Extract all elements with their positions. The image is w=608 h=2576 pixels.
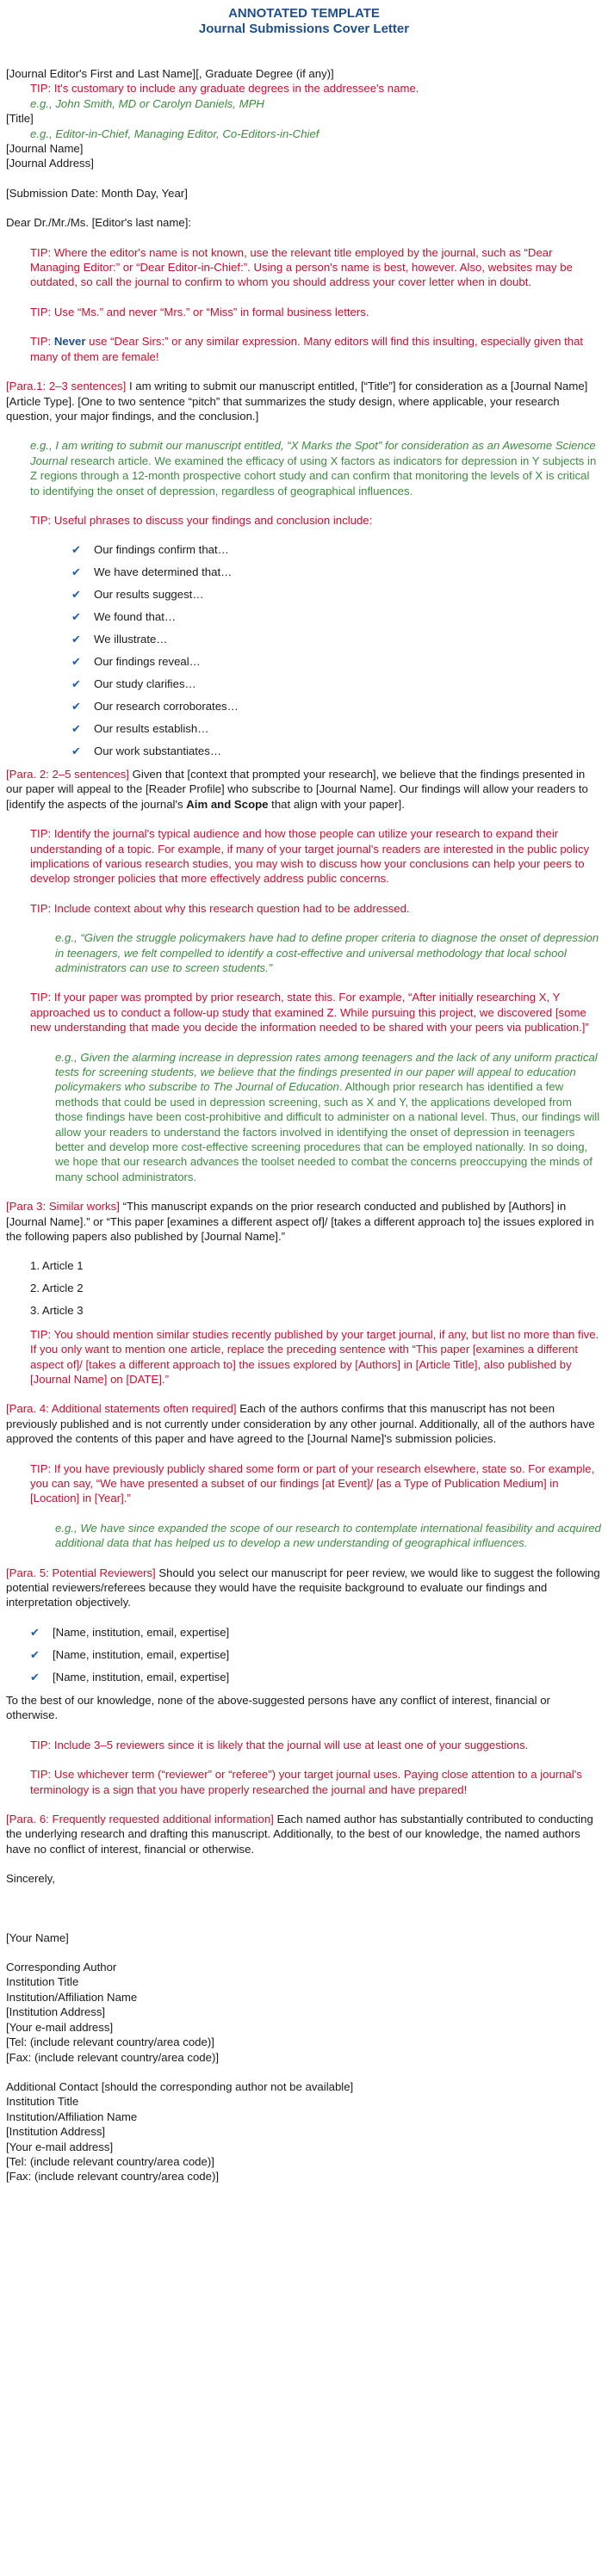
tip-prior-research: TIP: If your paper was prompted by prior research, state this. For example, “After initially researching X, Y approached us to conduct a follow-up study that examined Z. While pursuing this project, we discovered [some new understanding that made you decide the information needed to be shared with your peers via publication.]”: [30, 991, 589, 1035]
para4: [0, 1401, 608, 1446]
para2-text-rest: that align with your paper].: [268, 797, 405, 811]
example-names-text: e.g., John Smith, MD or Carolyn Daniels, MPH: [30, 96, 264, 110]
phrase-item-10: [71, 744, 608, 758]
phrase-item-text: Our findings reveal…: [94, 654, 201, 668]
para4-label: [Para. 4: Additional statements often required]: [6, 1402, 237, 1416]
phrase-item-text: Our results suggest…: [94, 588, 204, 602]
para2-label: [Para. 2: 2–5 sentences]: [6, 767, 129, 781]
reviewer-item-text: [Name, institution, email, expertise]: [53, 1625, 230, 1639]
para2-example-2-rest: . Although prior research has identified a few methods that could be used in depression screening, such as X and Y, the applications developed from those findings have been cost-prohibitive and difficult to administer on a national level. Thus, our findings will allow your readers to understand the factors involved in identifying the onset of depression in teenagers better and develop more cost-effective screening procedures that can be employed nationally. In so doing, we hope that our research advances the toolset needed to combat the concerns preoccupying the minds of many school administrators.: [55, 1080, 600, 1183]
tip-degrees: TIP: It's customary to include any graduate degrees in the addressee's name.: [30, 82, 419, 96]
check-icon: ✔: [71, 632, 81, 646]
para4-example: [0, 1521, 608, 1551]
additional-contact-line: [Institution Address]: [6, 2125, 106, 2139]
additional-contact-line: Institution Title: [6, 2095, 79, 2109]
para1-label: [Para.1: 2–3 sentences]: [6, 380, 127, 393]
phrases-list: [0, 542, 608, 758]
title-line: [Title]: [6, 112, 34, 126]
additional-contact-line: [Tel: (include relevant country/area code)]: [6, 2154, 214, 2168]
phrase-item-text: Our work substantiates…: [94, 744, 222, 757]
check-icon: ✔: [71, 588, 81, 602]
para5-text: Should you select our manuscript for peer review, we would like to suggest the following potential reviewers/referees because they would have the requisite background to evaluate our findings and interpretation objectively.: [6, 1566, 600, 1609]
para2: [0, 767, 608, 812]
check-icon: ✔: [71, 699, 81, 713]
phrase-item-7: [71, 676, 608, 691]
tip-never-prefix: TIP:: [30, 335, 54, 349]
sincerely-line: Sincerely,: [6, 1872, 55, 1886]
check-icon: ✔: [71, 744, 81, 757]
tip-never-sirs: [0, 334, 608, 364]
para4-text: Each of the authors confirms that this manuscript has not been previously published and is not currently under consideration by any other journal. Additionally, all of the authors have approved the contents of this paper and have agreed to the [Journal Name]'s submission policies.: [6, 1402, 595, 1446]
template-subtitle: Journal Submissions Cover Letter: [198, 22, 410, 36]
tip-previously-shared: TIP: If you have previously publicly shared some form or part of your research elsewhere, state so. For example, you can say, “We have presented a subset of our findings [at Event]/ [as a Type of Publication Medium] in [Location] in [Year].”: [30, 1461, 595, 1505]
phrase-item-8: [71, 699, 608, 713]
corresponding-author-block: [0, 1960, 608, 2065]
journal-name-line: [Journal Name]: [6, 142, 84, 156]
para3-label: [Para 3: Similar works]: [6, 1200, 120, 1214]
additional-contact-line: [Your e-mail address]: [6, 2140, 114, 2153]
phrase-item-text: Our findings confirm that…: [94, 543, 229, 557]
phrase-item-3: [71, 587, 608, 602]
para2-example-1-text: e.g., “Given the struggle policymakers have had to define proper criteria to diagnose the onset of depression in teenagers, we felt compelled to identify a cost-effective and universal methodology that local school administrators can use to screen students.”: [55, 931, 599, 974]
check-icon: ✔: [71, 610, 81, 624]
para2-example-1: [0, 930, 608, 975]
check-icon: ✔: [30, 1625, 40, 1639]
phrase-item-9: [71, 721, 608, 736]
reviewer-item-text: [Name, institution, email, expertise]: [53, 1647, 230, 1661]
para5: [0, 1566, 608, 1610]
reviewer-item-text: [Name, institution, email, expertise]: [53, 1670, 230, 1683]
never-emphasis: Never: [53, 335, 86, 349]
tip-ms: TIP: Use “Ms.” and never “Mrs.” or “Miss” in formal business letters.: [30, 305, 369, 318]
para5-label: [Para. 5: Potential Reviewers]: [6, 1566, 156, 1579]
check-icon: ✔: [30, 1647, 40, 1661]
corresponding-line: [Tel: (include relevant country/area code)]: [6, 2035, 214, 2049]
para4-example-text: e.g., We have since expanded the scope of our research to contemplate international feasibility and acquired additional data that has helped us to develop a new understanding of geographical influences.: [55, 1521, 601, 1550]
salutation-line: Dear Dr./Mr./Ms. [Editor's last name]:: [6, 216, 192, 230]
reviewer-item-2: [30, 1647, 608, 1662]
phrase-item-text: We illustrate…: [94, 632, 168, 646]
corresponding-line: Corresponding Author: [6, 1961, 117, 1974]
para6: [0, 1812, 608, 1856]
para3: [0, 1199, 608, 1244]
articles-list: [0, 1258, 608, 1318]
para1-example-lead: e.g., I am writing to submit our manuscript entitled, “X Marks the Spot” for consideration as an: [30, 439, 503, 453]
check-icon: ✔: [71, 721, 81, 735]
corresponding-line: [Institution Address]: [6, 2005, 106, 2019]
article-item-1: 1. Article 1: [30, 1259, 84, 1273]
para1: [0, 379, 608, 423]
phrase-item-1: [71, 542, 608, 557]
corresponding-line: Institution/Affiliation Name: [6, 1990, 138, 2004]
article-item-3: 3. Article 3: [30, 1304, 84, 1318]
tip-reviewer-count: TIP: Include 3–5 reviewers since it is likely that the journal will use at least one of your suggestions.: [30, 1738, 529, 1751]
example-titles: [0, 127, 608, 141]
para1-example-rest: research article. We examined the efficacy of using X factors as indicators for depression in Y subjects in Z regions through a 12-month prospective cohort study and can confirm that monitoring the levels of X is critical to identifying the onset of depression, regardless of geographical influences.: [30, 454, 597, 497]
check-icon: ✔: [71, 565, 81, 579]
tip-editor-unknown: TIP: Where the editor's name is not known, use the relevant title employed by the journal, such as “Dear Managing Editor:” or “Dear Editor-in-Chief:”. Using a person's name is best, however. Also, websites may be outdated, so call the journal to confirm to whom you should address your cover letter when in doubt.: [30, 245, 573, 289]
para2-example-2-lead: e.g., Given the alarming increase in depression rates among teenagers and the lack of any uniform practical tests for screening students, we believe that the findings presented in our paper will appeal to education policymakers who subscribe to: [55, 1050, 598, 1094]
your-name-line: [Your Name]: [6, 1930, 69, 1944]
phrase-item-6: [71, 654, 608, 669]
para3-text: “This manuscript expands on the prior research conducted and published by [Authors] in [Journal Name].” or “This paper [examines a different aspect of]/ [takes a different approach to] the issues explored in the following papers also published by [Journal Name].”: [6, 1200, 594, 1244]
additional-contact-block: [0, 2079, 608, 2184]
editor-name-line: [Journal Editor's First and Last Name][, Graduate Degree (if any)]: [6, 67, 334, 80]
reviewer-conflict-statement: To the best of our knowledge, none of the above-suggested persons have any conflict of interest, financial or otherwise.: [6, 1694, 550, 1722]
template-title: ANNOTATED TEMPLATE: [228, 6, 380, 21]
phrase-item-4: [71, 609, 608, 624]
phrase-item-5: [71, 632, 608, 646]
tip-useful-phrases: TIP: Useful phrases to discuss your findings and conclusion include:: [30, 513, 373, 527]
tip-terminology: TIP: Use whichever term (“reviewer” or “referee”) your target journal uses. Paying close attention to a journal's terminology is a sign that you have properly researched the journal and have prepared!: [30, 1768, 582, 1796]
para1-example-journal: Awesome Science Journal: [30, 439, 596, 467]
para1-example: [0, 438, 608, 498]
tip-audience: TIP: Identify the journal's typical audience and how those people can utilize your research to expand their understanding of a topic. For example, if many of your target journal's readers are interested in the public policy implications of various research studies, you may wish to discuss how your conclusions can help your peers to develop stronger policies that more effectively address public concerns.: [30, 827, 590, 886]
check-icon: ✔: [71, 654, 81, 668]
tip-never-rest: use “Dear Sirs:” or any similar expression. Many editors will find this insulting, especially given that many of them are female!: [30, 335, 584, 363]
phrase-item-text: We found that…: [94, 610, 177, 624]
additional-contact-line: Additional Contact [should the corresponding author not be available]: [6, 2079, 354, 2093]
phrase-item-text: Our study clarifies…: [94, 676, 196, 690]
phrase-item-text: Our research corroborates…: [94, 699, 239, 713]
reviewer-item-1: [30, 1625, 608, 1640]
reviewers-list: [0, 1625, 608, 1684]
tip-context: TIP: Include context about why this research question had to be addressed.: [30, 901, 410, 915]
submission-date-line: [Submission Date: Month Day, Year]: [6, 186, 188, 200]
para2-example-2: [0, 1050, 608, 1185]
para2-example-2-journal: The Journal of Education: [213, 1080, 339, 1094]
example-names: [0, 96, 608, 111]
example-titles-text: e.g., Editor-in-Chief, Managing Editor, Co-Editors-in-Chief: [30, 127, 320, 140]
corresponding-line: [Fax: (include relevant country/area code)]: [6, 2050, 220, 2064]
reviewer-item-3: [30, 1670, 608, 1684]
para6-label: [Para. 6: Frequently requested additional information]: [6, 1813, 274, 1826]
additional-contact-line: Institution/Affiliation Name: [6, 2110, 138, 2123]
phrase-item-text: We have determined that…: [94, 565, 233, 579]
phrase-item-2: [71, 565, 608, 579]
tip-similar-studies: TIP: You should mention similar studies recently published by your target journal, if any, but list no more than five. If you only want to mention one article, replace the preceding sentence with “This paper [examines a different aspect of]/ [takes a different approach to] the issues explored by [Authors] in [Article Title], also published by [Journal Name] on [DATE].”: [30, 1327, 599, 1386]
para6-text: Each named author has substantially contributed to conducting the underlying research and drafting this manuscript. Additionally, to the best of our knowledge, the named authors have no conflict of interest, financial or otherwise.: [6, 1813, 593, 1856]
check-icon: ✔: [30, 1670, 40, 1683]
corresponding-line: Institution Title: [6, 1975, 79, 1989]
journal-address-line: [Journal Address]: [6, 157, 94, 170]
para1-text: I am writing to submit our manuscript entitled, [“Title”] for consideration as a [Journal Name][Article Type]. [One to two sentence “pitch” that summarizes the study design, where applicable, your research question, your major findings, and the conclusion.]: [6, 380, 588, 423]
aim-scope-emphasis: Aim and Scope: [186, 797, 269, 811]
phrase-item-text: Our results establish…: [94, 721, 209, 735]
address-block: [0, 66, 608, 231]
corresponding-line: [Your e-mail address]: [6, 2020, 114, 2034]
article-item-2: 2. Article 2: [30, 1282, 84, 1295]
additional-contact-line: [Fax: (include relevant country/area code)]: [6, 2170, 220, 2184]
check-icon: ✔: [71, 543, 81, 557]
check-icon: ✔: [71, 676, 81, 690]
para2-text-lead: Given that [context that prompted your research], we believe that the findings presented in our paper will appeal to the [Reader Profile] who subscribe to [Journal Name]. Our findings will allow your readers to [identify the aspects of the journal's: [6, 767, 588, 811]
